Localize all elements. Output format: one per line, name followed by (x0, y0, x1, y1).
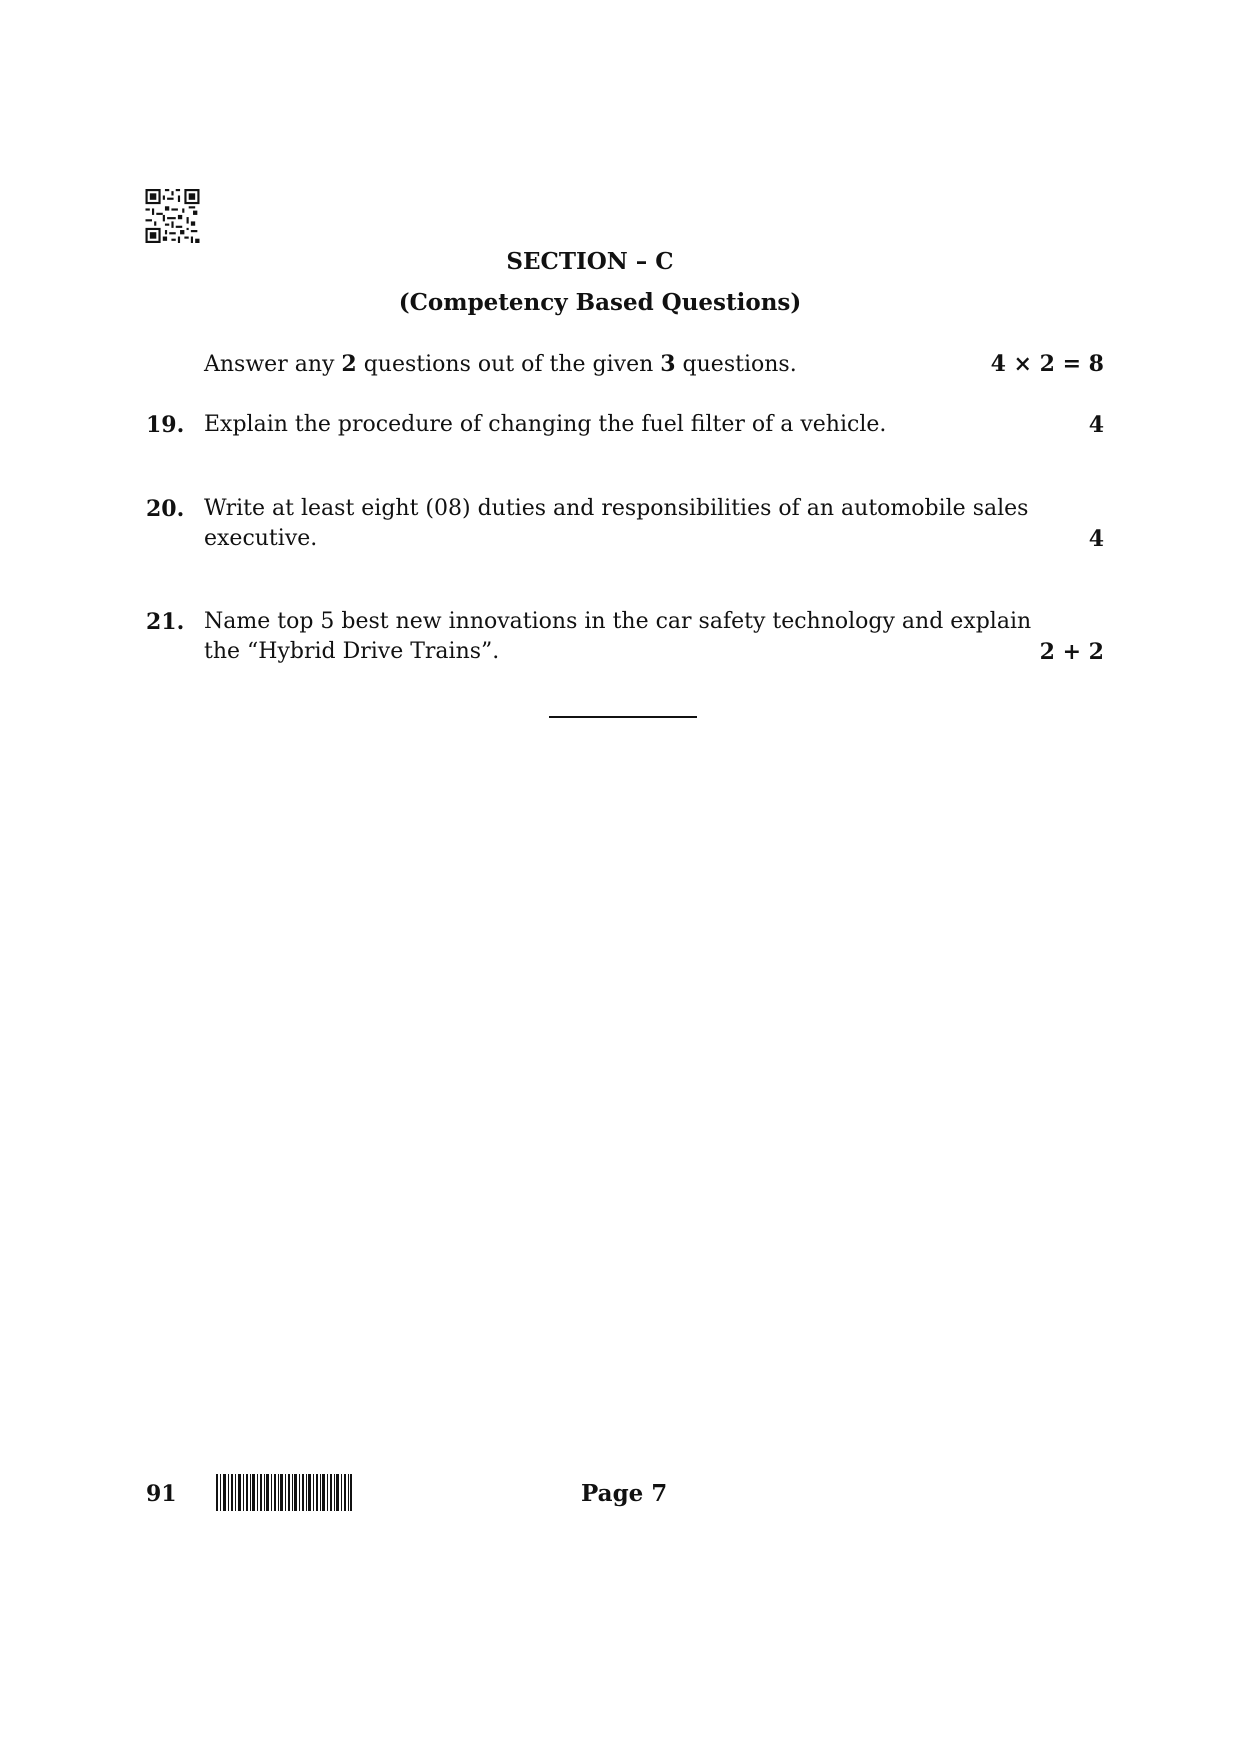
instruction-text: Answer any 2 questions out of the given 3 questions. (204, 351, 797, 377)
page-number: Page 7 (581, 1480, 668, 1507)
question-text: Explain the procedure of changing the fuel filter of a vehicle. (204, 412, 887, 437)
total-count: 3 (660, 351, 676, 377)
question-number: 21. (146, 609, 185, 635)
question-text-continued: the “Hybrid Drive Trains”. (204, 639, 500, 664)
question-number: 20. (146, 496, 185, 522)
instruction-marks: 4 × 2 = 8 (990, 351, 1104, 377)
question-marks: 4 (1088, 526, 1104, 552)
question-marks: 4 (1088, 412, 1104, 438)
qr-code-icon (145, 189, 200, 243)
section-title: SECTION – C (506, 248, 674, 275)
barcode-icon (216, 1474, 352, 1511)
answer-count: 2 (341, 351, 357, 377)
question-text: Write at least eight (08) duties and responsibilities of an automobile sales (204, 496, 1029, 521)
paper-code: 91 (146, 1481, 177, 1507)
question-marks: 2 + 2 (1039, 639, 1104, 665)
end-divider (549, 716, 697, 718)
section-subtitle: (Competency Based Questions) (398, 289, 802, 316)
question-text-continued: executive. (204, 526, 318, 551)
question-number: 19. (146, 412, 185, 438)
question-text: Name top 5 best new innovations in the car safety technology and explain (204, 609, 1032, 634)
